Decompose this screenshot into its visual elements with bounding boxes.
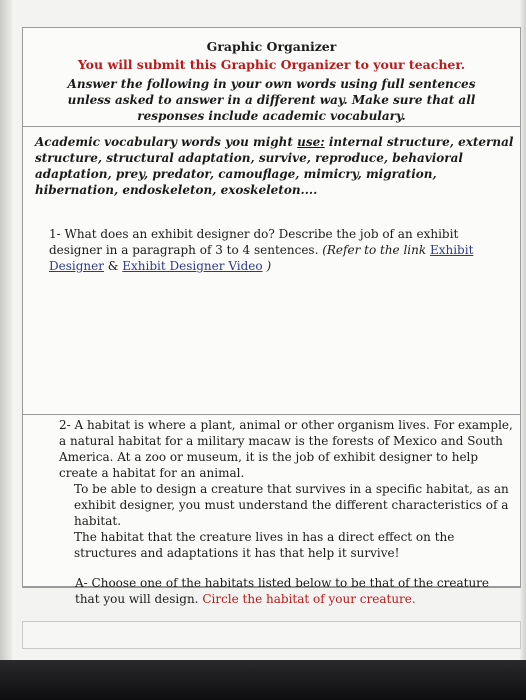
vocabulary-list: Academic vocabulary words you might use: internal structure, external structure, structural adaptation, survive, reproduce, behavioral adaptation, prey, predator, camouflage, mimicry, migration, hibernation, endoskeleton, exoskeleton.... [35, 135, 514, 197]
question-1: 1- What does an exhibit designer do? Describe the job of an exhibit designer in a paragraph of 3 to 4 sentences. (Refer to the link Exhibit Designer & Exhibit Designer Video ) [49, 227, 474, 273]
next-page-strip [22, 621, 521, 649]
exhibit-designer-video-link[interactable]: Exhibit Designer Video [122, 259, 263, 273]
question-2a-label: A- [75, 576, 88, 590]
instructions: Answer the following in your own words using full sentences unless asked to answer in a different way. Make sure that all responses include academic vocabulary. [67, 77, 476, 123]
submit-notice: You will submit this Graphic Organizer to your teacher. [77, 57, 466, 72]
page-title: Graphic Organizer [206, 39, 337, 54]
question-2 [59, 417, 514, 561]
page-edge-shadow [0, 0, 12, 660]
screen-bezel [0, 660, 526, 700]
graphic-organizer-table [22, 27, 521, 606]
circle-habitat-instruction: Circle the habitat of your creature. [202, 592, 416, 606]
question-2-paragraph-1: A habitat is where a plant, animal or other organism lives. For example, a natural habitat for a military macaw is the forests of Mexico and South America. At a zoo or museum, it is the job of exhibit designer to help create a habitat for an animal. [59, 418, 513, 480]
header-cell [23, 28, 520, 127]
use-word: use: [297, 135, 325, 149]
question-2a-text: Choose one of the habitats listed below to be that of the creature that you will design. [75, 576, 490, 606]
question-1-number: 1- [49, 227, 61, 241]
exhibit-designer-link[interactable]: Exhibit Designer [49, 243, 474, 273]
question-2-paragraph-2: To be able to design a creature that survives in a specific habitat, as an exhibit designer, you must understand the different characteristics of a habitat. [74, 482, 509, 528]
question-2-cell [23, 414, 520, 606]
question-2-paragraph-3: The habitat that the creature lives in has a direct effect on the structures and adaptations it has that help it survive! [74, 530, 455, 560]
question-2-number: 2- [59, 418, 71, 432]
question-2a [75, 575, 505, 607]
question-1-cell [23, 126, 520, 415]
question-1-text: What does an exhibit designer do? Describe the job of an exhibit designer in a paragraph of 3 to 4 sentences. [49, 227, 459, 257]
